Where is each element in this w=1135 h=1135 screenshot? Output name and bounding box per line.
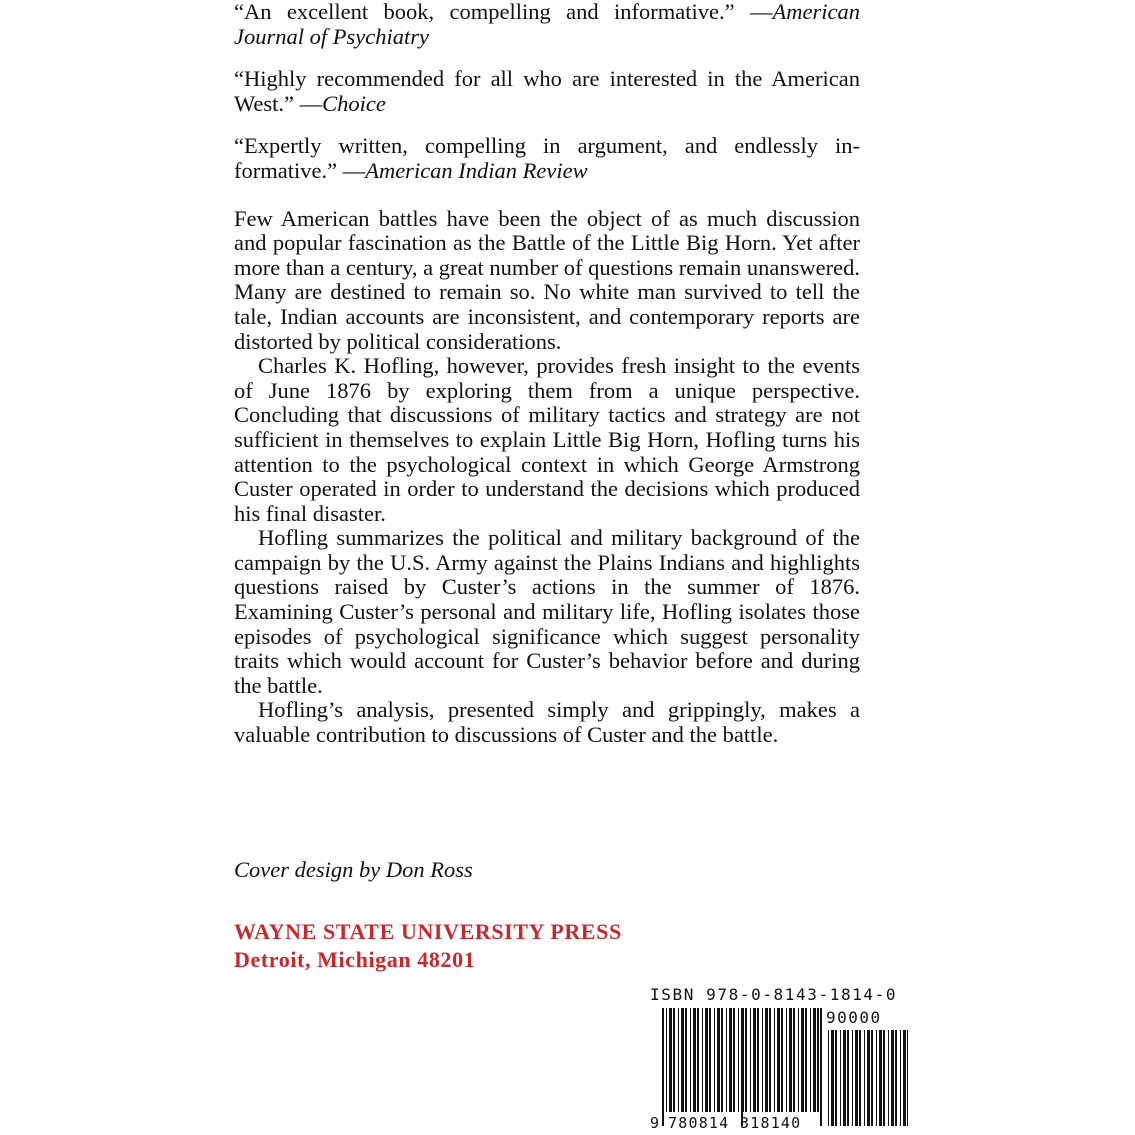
price-code-bar bbox=[883, 1030, 885, 1126]
price-code-bar bbox=[831, 1030, 834, 1126]
price-code-bar bbox=[888, 1030, 889, 1126]
review-quote-1 bbox=[234, 0, 860, 49]
barcode-bar bbox=[757, 1008, 759, 1112]
barcode-bar bbox=[774, 1008, 775, 1112]
barcode-bar bbox=[762, 1008, 763, 1112]
quote-text: “An excellent book, compelling and informative.” — bbox=[234, 0, 773, 24]
price-code-bar bbox=[859, 1030, 861, 1126]
price-code-bar bbox=[903, 1030, 906, 1126]
price-code-bar bbox=[900, 1030, 901, 1126]
barcode-bar bbox=[709, 1008, 711, 1112]
barcode-bar bbox=[786, 1008, 787, 1112]
barcode-bar bbox=[705, 1008, 708, 1112]
quote-source: Choice bbox=[322, 90, 386, 116]
barcode-bar bbox=[685, 1008, 687, 1112]
price-code-bar bbox=[855, 1030, 858, 1126]
barcode-block bbox=[650, 1008, 910, 1134]
book-description bbox=[234, 207, 860, 748]
barcode-lead-digit: 9 bbox=[650, 1114, 660, 1132]
price-code-bar bbox=[843, 1030, 846, 1126]
barcode-guard-bar bbox=[662, 1008, 664, 1126]
price-code-bar bbox=[876, 1030, 877, 1126]
description-paragraph-2: Charles K. Hofling, however, provides fresh insight to the events of June 1876 by exploring them from a unique perspective. Concluding that discussions of military tactics and strategy are not sufficient in themselves to explain Little Big Horn, Hofling turns his attention to the psychological context in which George Armstrong Custer operated in order to understand the decisions which produced his final disaster. bbox=[234, 353, 860, 526]
barcode-bar bbox=[753, 1008, 756, 1112]
barcode-left-digits: 780814 bbox=[668, 1114, 730, 1132]
quote-text: “Expertly written, compelling in argument, and endlessly informative.” — bbox=[234, 133, 860, 183]
price-code-bar bbox=[891, 1030, 894, 1126]
barcode-guard-bar bbox=[741, 1008, 743, 1126]
barcode-bar bbox=[810, 1008, 811, 1112]
barcode-bar bbox=[745, 1008, 747, 1112]
description-paragraph-3: Hofling summarizes the political and military background of the campaign by the U.S. Army against the Plains Indians and highlights questions raised by Custer’s actions in the summer of 1876. Examining Custer’s personal and military life, Hofling isolates those episodes of psychological significance which suggest personality traits which would account for Custer’s behavior before and during the battle. bbox=[234, 525, 860, 698]
barcode-bar bbox=[669, 1008, 672, 1112]
barcode-bar bbox=[793, 1008, 795, 1112]
barcode-bar bbox=[789, 1008, 792, 1112]
barcode-bar bbox=[738, 1008, 739, 1112]
price-code-bar bbox=[895, 1030, 897, 1126]
barcode-bar bbox=[681, 1008, 684, 1112]
isbn-label: ISBN 978-0-8143-1814-0 bbox=[650, 985, 898, 1004]
publisher-block bbox=[234, 918, 622, 974]
price-code-bar bbox=[828, 1030, 829, 1126]
price-code-bar bbox=[907, 1030, 908, 1126]
price-code: 90000 bbox=[826, 1008, 882, 1027]
price-code-bar bbox=[847, 1030, 849, 1126]
barcode-bar bbox=[765, 1008, 768, 1112]
publisher-location: Detroit, Michigan 48201 bbox=[234, 947, 476, 972]
review-quote-3 bbox=[234, 134, 860, 183]
description-paragraph-4: Hofling’s analysis, presented simply and grippingly, makes a valuable contribution to discussions of Custer and the battle. bbox=[234, 697, 860, 748]
barcode-bar bbox=[702, 1008, 703, 1112]
barcode-bar bbox=[721, 1008, 723, 1112]
barcode-bar bbox=[777, 1008, 780, 1112]
barcode-guard-bar bbox=[820, 1008, 822, 1126]
price-code-bar bbox=[840, 1030, 841, 1126]
barcode-bar bbox=[813, 1008, 816, 1112]
barcode-bar bbox=[805, 1008, 807, 1112]
cover-credit: Cover design by Don Ross bbox=[234, 857, 473, 882]
barcode-bar bbox=[717, 1008, 720, 1112]
price-code-bar bbox=[867, 1030, 870, 1126]
price-code-bar bbox=[864, 1030, 865, 1126]
price-code-bar bbox=[871, 1030, 873, 1126]
barcode-bar bbox=[673, 1008, 675, 1112]
barcode-bar bbox=[714, 1008, 715, 1112]
barcode-bar bbox=[693, 1008, 696, 1112]
barcode-bar bbox=[690, 1008, 691, 1112]
barcode-bar bbox=[798, 1008, 799, 1112]
barcode-bar bbox=[769, 1008, 771, 1112]
barcode-bar bbox=[733, 1008, 735, 1112]
review-quote-2 bbox=[234, 67, 860, 116]
text-column bbox=[234, 0, 860, 748]
barcode-bar bbox=[817, 1008, 819, 1112]
description-paragraph-1: Few American battles have been the object of as much discussion and popular fascination as the Battle of the Little Big Horn. Yet after more than a century, a great number of questions remain unanswered. Many are destined to remain so. No white man survived to tell the tale, Indian accounts are inconsistent, and contemporary reports are distorted by political considerations. bbox=[234, 205, 860, 354]
barcode-bar bbox=[697, 1008, 699, 1112]
price-code-bar bbox=[879, 1030, 882, 1126]
price-code-bar bbox=[835, 1030, 837, 1126]
barcode-bar bbox=[781, 1008, 783, 1112]
price-code-bar bbox=[852, 1030, 853, 1126]
barcode-bar bbox=[750, 1008, 751, 1112]
barcode-bar bbox=[726, 1008, 727, 1112]
quote-source: American Journal of Psychiatry bbox=[234, 0, 860, 49]
barcode-bar bbox=[666, 1008, 667, 1112]
barcode-right-digits: 318140 bbox=[740, 1114, 802, 1132]
barcode-bar bbox=[801, 1008, 804, 1112]
quote-text: “Highly recommended for all who are interested in the American West.” — bbox=[234, 66, 860, 116]
publisher-name: WAYNE STATE UNIVERSITY PRESS bbox=[234, 919, 622, 944]
barcode-bar bbox=[729, 1008, 732, 1112]
quote-source: American Indian Review bbox=[365, 157, 588, 183]
barcode-bar bbox=[678, 1008, 679, 1112]
